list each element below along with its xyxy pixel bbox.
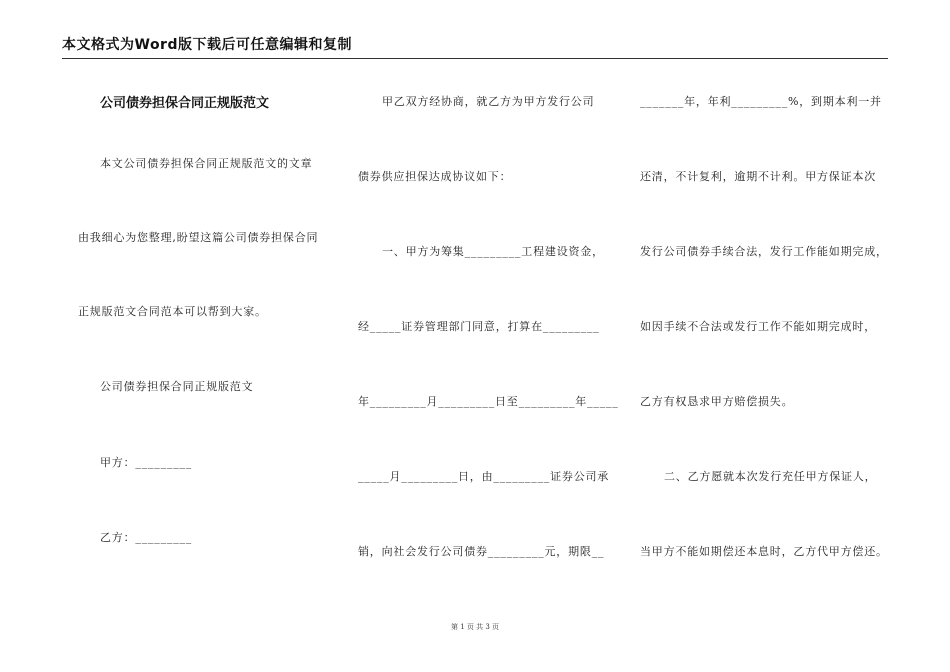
col3-line-2: 还清，不计复利，逾期不计利。甲方保证本次 [640,170,876,183]
col3-line-5: 乙方有权恳求甲方赔偿损失。 [640,395,794,408]
col2-line-7: 销，向社会发行公司债券_________元，期限__ [358,545,605,558]
col2-line-4: 经_____证券管理部门同意，打算在_________ [358,320,600,333]
party-b-field: 乙方：_________ [100,531,193,544]
col2-line-6: _____月_________日，由_________证券公司承 [358,470,610,483]
party-a-field: 甲方：_________ [100,456,193,469]
col3-line-7: 当甲方不能如期偿还本息时，乙方代甲方偿还。 [640,545,888,558]
page-footer: 第 1 页 共 3 页 [450,623,500,631]
col2-line-5: 年_________月_________日至_________年_____ [358,395,619,408]
col1-line-3: 正规版范文合同范本可以帮到大家。 [78,305,267,318]
col3-line-1: _______年，年利_________%，到期本利一并 [640,95,882,108]
col2-line-1: 甲乙双方经协商，就乙方为甲方发行公司 [382,95,595,108]
document-title: 公司债券担保合同正规版范文 [100,96,270,111]
col3-line-6: 二、乙方愿就本次发行充任甲方保证人， [664,470,877,483]
page-header [62,34,888,59]
col3-line-3: 发行公司债券手续合法，发行工作能如期完成， [640,245,888,258]
col1-line-4: 公司债券担保合同正规版范文 [100,380,254,393]
col1-line-2: 由我细心为您整理,盼望这篇公司债券担保合同 [78,231,319,244]
col1-line-1: 本文公司债券担保合同正规版范文的文章 [100,157,313,170]
col2-line-2: 债券供应担保达成协议如下： [358,170,512,183]
col3-line-4: 如因手续不合法或发行工作不能如期完成时， [640,320,876,333]
header-title: 本文格式为Word版下载后可任意编辑和复制 [62,37,352,53]
col2-line-3: 一、甲方为筹集_________工程建设资金， [382,245,604,258]
